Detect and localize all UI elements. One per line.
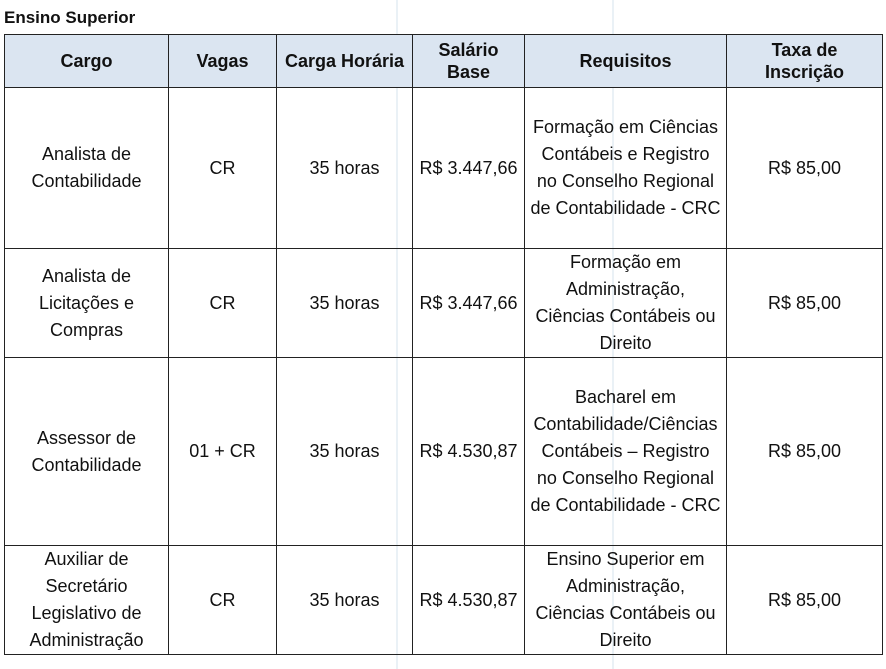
cell-cargo: Assessor de Contabilidade <box>5 358 169 546</box>
cell-taxa-inscricao: R$ 85,00 <box>727 88 883 249</box>
header-vagas: Vagas <box>169 35 277 88</box>
cell-cargo: Analista de Licitações e Compras <box>5 249 169 358</box>
cell-vagas: CR <box>169 249 277 358</box>
cell-requisitos: Ensino Superior em Administração, Ciências Contábeis ou Direito <box>525 546 727 655</box>
cell-carga-horaria: 35 horas <box>277 546 413 655</box>
header-salario-base: Salário Base <box>413 35 525 88</box>
table-row <box>5 88 883 249</box>
header-carga-horaria: Carga Horária <box>277 35 413 88</box>
cell-carga-horaria: 35 horas <box>277 249 413 358</box>
table-row <box>5 546 883 655</box>
cell-requisitos: Formação em Administração, Ciências Contábeis ou Direito <box>525 249 727 358</box>
cell-salario-base: R$ 3.447,66 <box>413 88 525 249</box>
cell-cargo: Analista de Contabilidade <box>5 88 169 249</box>
cell-salario-base: R$ 4.530,87 <box>413 358 525 546</box>
cell-taxa-inscricao: R$ 85,00 <box>727 546 883 655</box>
section-title: Ensino Superior <box>4 8 136 27</box>
cell-requisitos: Bacharel em Contabilidade/Ciências Contábeis – Registro no Conselho Regional de Contabilidade - CRC <box>525 358 727 546</box>
cell-carga-horaria: 35 horas <box>277 358 413 546</box>
cell-carga-horaria: 35 horas <box>277 88 413 249</box>
table-row <box>5 249 883 358</box>
cell-salario-base: R$ 3.447,66 <box>413 249 525 358</box>
cell-requisitos: Formação em Ciências Contábeis e Registro no Conselho Regional de Contabilidade - CRC <box>525 88 727 249</box>
header-taxa-inscricao: Taxa de Inscrição <box>727 35 883 88</box>
jobs-table <box>4 34 883 655</box>
cell-vagas: 01 + CR <box>169 358 277 546</box>
cell-taxa-inscricao: R$ 85,00 <box>727 249 883 358</box>
table-row <box>5 358 883 546</box>
cell-taxa-inscricao: R$ 85,00 <box>727 358 883 546</box>
cell-vagas: CR <box>169 88 277 249</box>
cell-cargo: Auxiliar de Secretário Legislativo de Administração <box>5 546 169 655</box>
header-row <box>5 35 883 88</box>
cell-salario-base: R$ 4.530,87 <box>413 546 525 655</box>
table-header <box>5 35 883 88</box>
header-requisitos: Requisitos <box>525 35 727 88</box>
header-cargo: Cargo <box>5 35 169 88</box>
cell-vagas: CR <box>169 546 277 655</box>
